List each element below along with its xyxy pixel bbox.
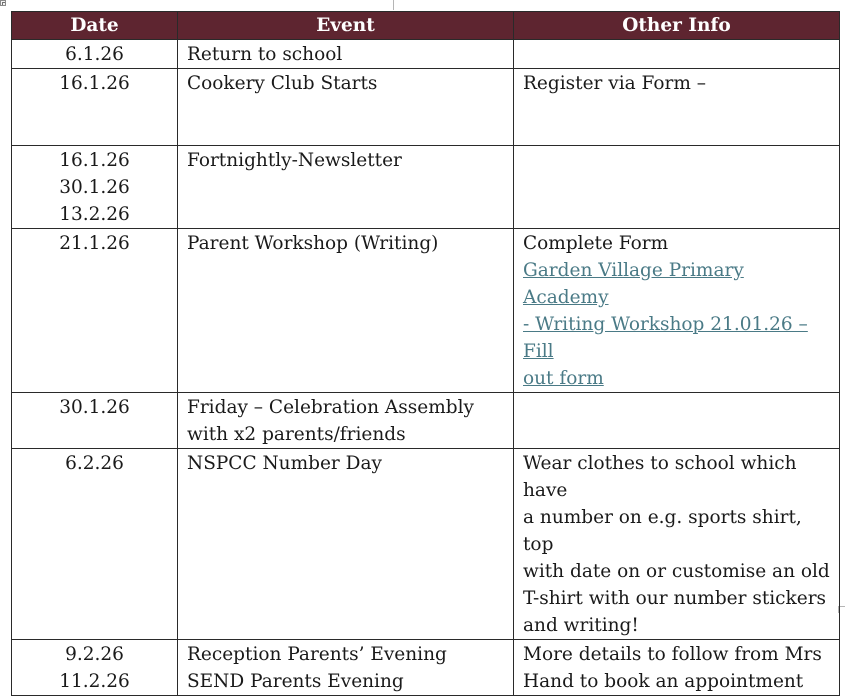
event-cell: [178, 146, 514, 229]
header-event: Event: [178, 12, 514, 40]
info-text: and writing!: [523, 615, 639, 636]
event-text: NSPCC Number Day: [187, 453, 382, 474]
event-cell: [178, 640, 514, 696]
date-value: 9.2.26: [65, 644, 124, 665]
date-cell: [12, 449, 178, 640]
date-value: 11.2.26: [59, 671, 130, 692]
date-cell: [12, 229, 178, 393]
event-text: with x2 parents/friends: [187, 424, 406, 445]
table-move-handle-icon[interactable]: [0, 0, 6, 6]
info-text: Hand to book an appointment: [523, 671, 804, 692]
info-cell: [514, 640, 840, 696]
date-value: 16.1.26: [59, 150, 130, 171]
link-line[interactable]: Garden Village Primary Academy: [523, 260, 744, 308]
info-text: a number on e.g. sports shirt, top: [523, 507, 802, 555]
info-cell: [514, 146, 840, 229]
date-cell: [12, 640, 178, 696]
info-cell: [514, 40, 840, 69]
info-text: More details to follow from Mrs: [523, 644, 822, 665]
writing-workshop-form-link[interactable]: [523, 257, 830, 392]
column-guide: [393, 0, 394, 10]
header-row: [12, 12, 840, 40]
table-row: [12, 449, 840, 640]
date-value: 30.1.26: [59, 397, 130, 418]
event-cell: [178, 449, 514, 640]
info-cell: [514, 69, 840, 146]
event-text: Return to school: [187, 44, 343, 65]
events-table: [11, 11, 840, 696]
table-row: [12, 393, 840, 449]
table-row: [12, 146, 840, 229]
date-value: 30.1.26: [59, 177, 130, 198]
event-text: Friday – Celebration Assembly: [187, 397, 474, 418]
event-text: Cookery Club Starts: [187, 73, 378, 94]
date-cell: [12, 146, 178, 229]
event-text: Reception Parents’ Evening: [187, 644, 447, 665]
link-line[interactable]: - Writing Workshop 21.01.26 – Fill: [523, 314, 808, 362]
table-row: [12, 229, 840, 393]
link-line[interactable]: out form: [523, 368, 604, 389]
date-value: 13.2.26: [59, 204, 130, 225]
info-text: Complete Form: [523, 233, 669, 254]
header-other-info: Other Info: [514, 12, 840, 40]
event-text: Fortnightly-Newsletter: [187, 150, 402, 171]
event-text: SEND Parents Evening: [187, 671, 404, 692]
info-text: T-shirt with our number stickers: [523, 588, 827, 609]
date-value: 21.1.26: [59, 233, 130, 254]
info-cell: [514, 229, 840, 393]
event-cell: [178, 40, 514, 69]
date-cell: [12, 393, 178, 449]
event-cell: [178, 229, 514, 393]
info-text: with date on or customise an old: [523, 561, 830, 582]
table-row: [12, 640, 840, 696]
table-row: [12, 40, 840, 69]
info-cell: [514, 449, 840, 640]
date-value: 6.2.26: [65, 453, 124, 474]
info-text: Register via Form –: [523, 73, 706, 94]
table-row: [12, 69, 840, 146]
date-value: 6.1.26: [65, 44, 124, 65]
event-cell: [178, 69, 514, 146]
date-cell: [12, 40, 178, 69]
event-text: Parent Workshop (Writing): [187, 233, 439, 254]
header-date: Date: [12, 12, 178, 40]
event-cell: [178, 393, 514, 449]
info-text: Wear clothes to school which have: [523, 453, 797, 501]
date-cell: [12, 69, 178, 146]
date-value: 16.1.26: [59, 73, 130, 94]
info-cell: [514, 393, 840, 449]
